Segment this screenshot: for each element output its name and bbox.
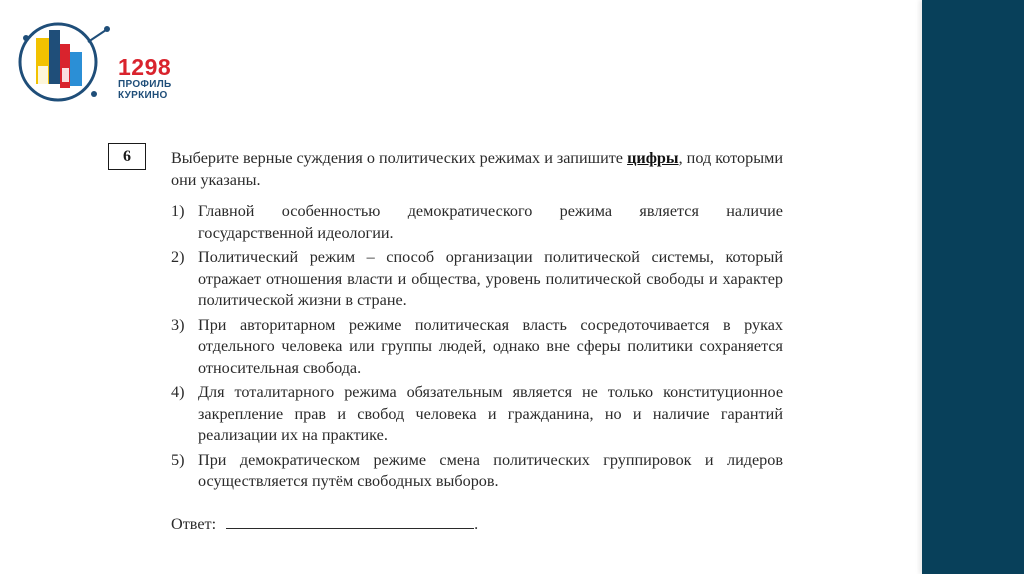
logo-line-2: КУРКИНО: [118, 90, 168, 101]
option-number: 2): [171, 248, 185, 266]
option-item: [171, 382, 783, 447]
logo-line-1: ПРОФИЛЬ: [118, 79, 172, 90]
option-number: 4): [171, 383, 185, 401]
option-number: 1): [171, 202, 185, 220]
option-item: [171, 247, 783, 312]
logo-number: 1298: [118, 54, 172, 80]
logo-emblem-icon: [14, 16, 114, 108]
task-number-box: 6: [108, 143, 146, 170]
answer-end: .: [474, 514, 479, 533]
option-text: При демократическом режиме смена политических группировок и лидеров осуществляется путём свободных выборов.: [198, 450, 783, 490]
instruction-text-start: Выберите верные суждения о политических режимах и запишите: [171, 149, 628, 167]
instruction-bold-word: цифры: [627, 149, 679, 167]
instruction-text-end: , под которыми они указаны.: [171, 149, 784, 189]
option-text: Главной особенностью демократического режима является наличие государственной идеологии.: [198, 202, 783, 242]
task-instruction: [171, 148, 783, 191]
option-text: При авторитарном режиме политическая власть сосредоточивается в руках отдельного человека или группы людей, однако вне сферы политики сохраняется относительная свобода.: [198, 315, 783, 377]
task-content: [171, 148, 783, 535]
answer-options: [171, 201, 783, 493]
side-panel: [922, 0, 1024, 574]
option-number: 3): [171, 315, 185, 334]
option-item: [171, 315, 783, 380]
school-logo: [14, 16, 184, 108]
option-item: [171, 450, 783, 493]
answer-label: Ответ:: [171, 514, 217, 533]
option-text: Для тоталитарного режима обязательным является не только конституционное закрепление прав и свобод человека и гражданина, но и наличие гарантий реализации их на практике.: [198, 383, 783, 444]
option-text: Политический режим – способ организации политической системы, который отражает отношения власти и общества, уровень политической свободы и характер политической жизни в стране.: [198, 248, 783, 309]
answer-row: [171, 512, 783, 536]
answer-field[interactable]: [226, 512, 474, 529]
logo-text: [118, 56, 172, 101]
option-item: [171, 201, 783, 244]
option-number: 5): [171, 450, 185, 469]
